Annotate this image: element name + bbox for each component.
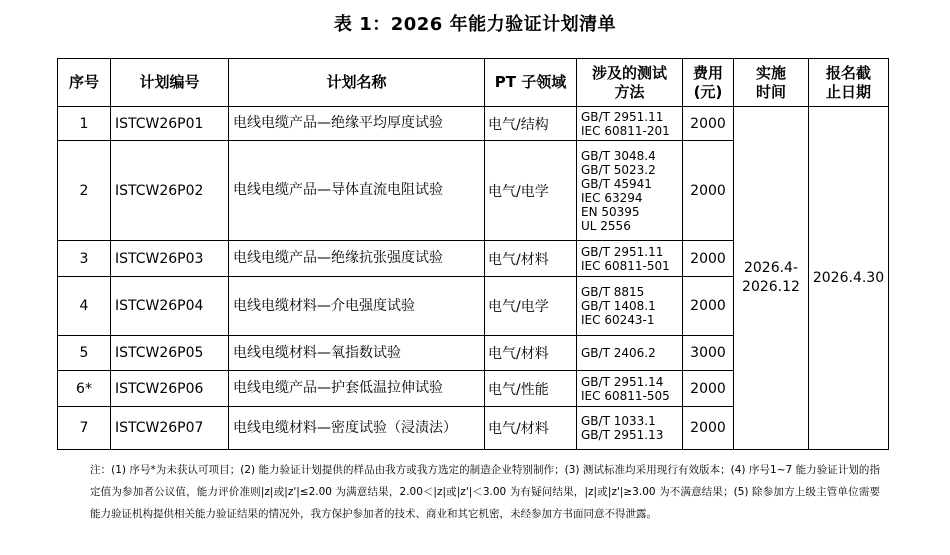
test-method: IEC 60811-501 [581, 258, 670, 273]
test-method: GB/T 2951.11 [581, 244, 664, 259]
cell-fee: 2000 [683, 107, 734, 141]
cell-fee: 2000 [683, 141, 734, 241]
cell-plan-code: ISTCW26P03 [111, 241, 229, 277]
test-method: IEC 60243-1 [581, 313, 655, 327]
cell-pt-field: 电气/电学 [485, 277, 577, 336]
header-time: 实施时间 [734, 59, 809, 107]
test-method: GB/T 2951.11 [581, 109, 664, 124]
cell-pt-field: 电气/材料 [485, 241, 577, 277]
test-method: GB/T 2406.2 [581, 346, 656, 360]
pt-plan-table [57, 58, 889, 450]
cell-seq: 5 [58, 336, 111, 371]
cell-plan-name: 电线电缆产品—绝缘平均厚度试验 [229, 107, 485, 141]
cell-plan-code: ISTCW26P01 [111, 107, 229, 141]
test-method: IEC 63294 [581, 190, 643, 205]
table-notes: 注：(1) 序号*为未获认可项目；(2) 能力验证计划提供的样品由我方或我方选定的制造企业特别制作；(3) 测试标准均采用现行有效版本；(4) 序号1~7 能力验证计划的指定值为参加者公议值，能力评价准则|z|或|z'|≤2.00 为满意结果，2.00＜|z|或|z'|＜3.00 为有疑问结果，|z|或|z'|≥3.00 为不满意结果；(5) 除参加方上级主管单位需要能力验证机构提供相关能力验证结果的情况外，我方保护参加者的技术、商业和其它机密，未经参加方书面同意不得泄露。 [90, 464, 880, 520]
cell-test-methods [577, 336, 683, 371]
test-method: UL 2556 [581, 218, 631, 233]
cell-fee: 3000 [683, 336, 734, 371]
cell-fee: 2000 [683, 371, 734, 407]
test-method: GB/T 2951.13 [581, 428, 664, 442]
cell-plan-name: 电线电缆产品—绝缘抗张强度试验 [229, 241, 485, 277]
header-fee: 费用(元) [683, 59, 734, 107]
cell-pt-field: 电气/结构 [485, 107, 577, 141]
test-method: IEC 60811-201 [581, 123, 670, 138]
cell-test-methods [577, 371, 683, 407]
test-method: GB/T 5023.2 [581, 162, 656, 177]
test-method: IEC 60811-505 [581, 388, 670, 403]
cell-seq: 1 [58, 107, 111, 141]
cell-test-methods [577, 277, 683, 336]
header-field: PT 子领域 [485, 59, 577, 107]
cell-test-methods [577, 107, 683, 141]
test-method: GB/T 2951.14 [581, 374, 664, 389]
cell-pt-field: 电气/电学 [485, 141, 577, 241]
cell-plan-code: ISTCW26P04 [111, 277, 229, 336]
cell-plan-code: ISTCW26P07 [111, 407, 229, 450]
cell-test-methods [577, 241, 683, 277]
cell-plan-code: ISTCW26P06 [111, 371, 229, 407]
cell-plan-name: 电线电缆产品—护套低温拉伸试验 [229, 371, 485, 407]
cell-pt-field: 电气/材料 [485, 407, 577, 450]
cell-seq: 7 [58, 407, 111, 450]
cell-pt-field: 电气/材料 [485, 336, 577, 371]
test-method: EN 50395 [581, 204, 640, 219]
header-deadline: 报名截止日期 [809, 59, 889, 107]
header-seq: 序号 [58, 59, 111, 107]
header-code: 计划编号 [111, 59, 229, 107]
test-method: GB/T 8815 [581, 285, 645, 299]
header-method: 涉及的测试方法 [577, 59, 683, 107]
cell-plan-code: ISTCW26P05 [111, 336, 229, 371]
cell-test-methods [577, 407, 683, 450]
cell-implementation-time: 2026.4-2026.12 [734, 107, 809, 450]
table-header-row [58, 59, 889, 107]
cell-plan-name: 电线电缆产品—导体直流电阻试验 [229, 141, 485, 241]
test-method: GB/T 3048.4 [581, 148, 656, 163]
cell-fee: 2000 [683, 277, 734, 336]
test-method: GB/T 1408.1 [581, 299, 656, 313]
cell-plan-name: 电线电缆材料—密度试验（浸渍法） [229, 407, 485, 450]
cell-plan-code: ISTCW26P02 [111, 141, 229, 241]
cell-seq: 4 [58, 277, 111, 336]
test-method: GB/T 45941 [581, 176, 652, 191]
cell-seq: 6* [58, 371, 111, 407]
cell-seq: 2 [58, 141, 111, 241]
cell-fee: 2000 [683, 241, 734, 277]
cell-plan-name: 电线电缆材料—介电强度试验 [229, 277, 485, 336]
cell-seq: 3 [58, 241, 111, 277]
cell-pt-field: 电气/性能 [485, 371, 577, 407]
header-name: 计划名称 [229, 59, 485, 107]
page-title: 表 1：2026 年能力验证计划清单 [333, 14, 617, 35]
test-method: GB/T 1033.1 [581, 414, 656, 428]
cell-fee: 2000 [683, 407, 734, 450]
table-row [58, 107, 889, 141]
cell-plan-name: 电线电缆材料—氧指数试验 [229, 336, 485, 371]
cell-test-methods [577, 141, 683, 241]
cell-registration-deadline: 2026.4.30 [809, 107, 889, 450]
